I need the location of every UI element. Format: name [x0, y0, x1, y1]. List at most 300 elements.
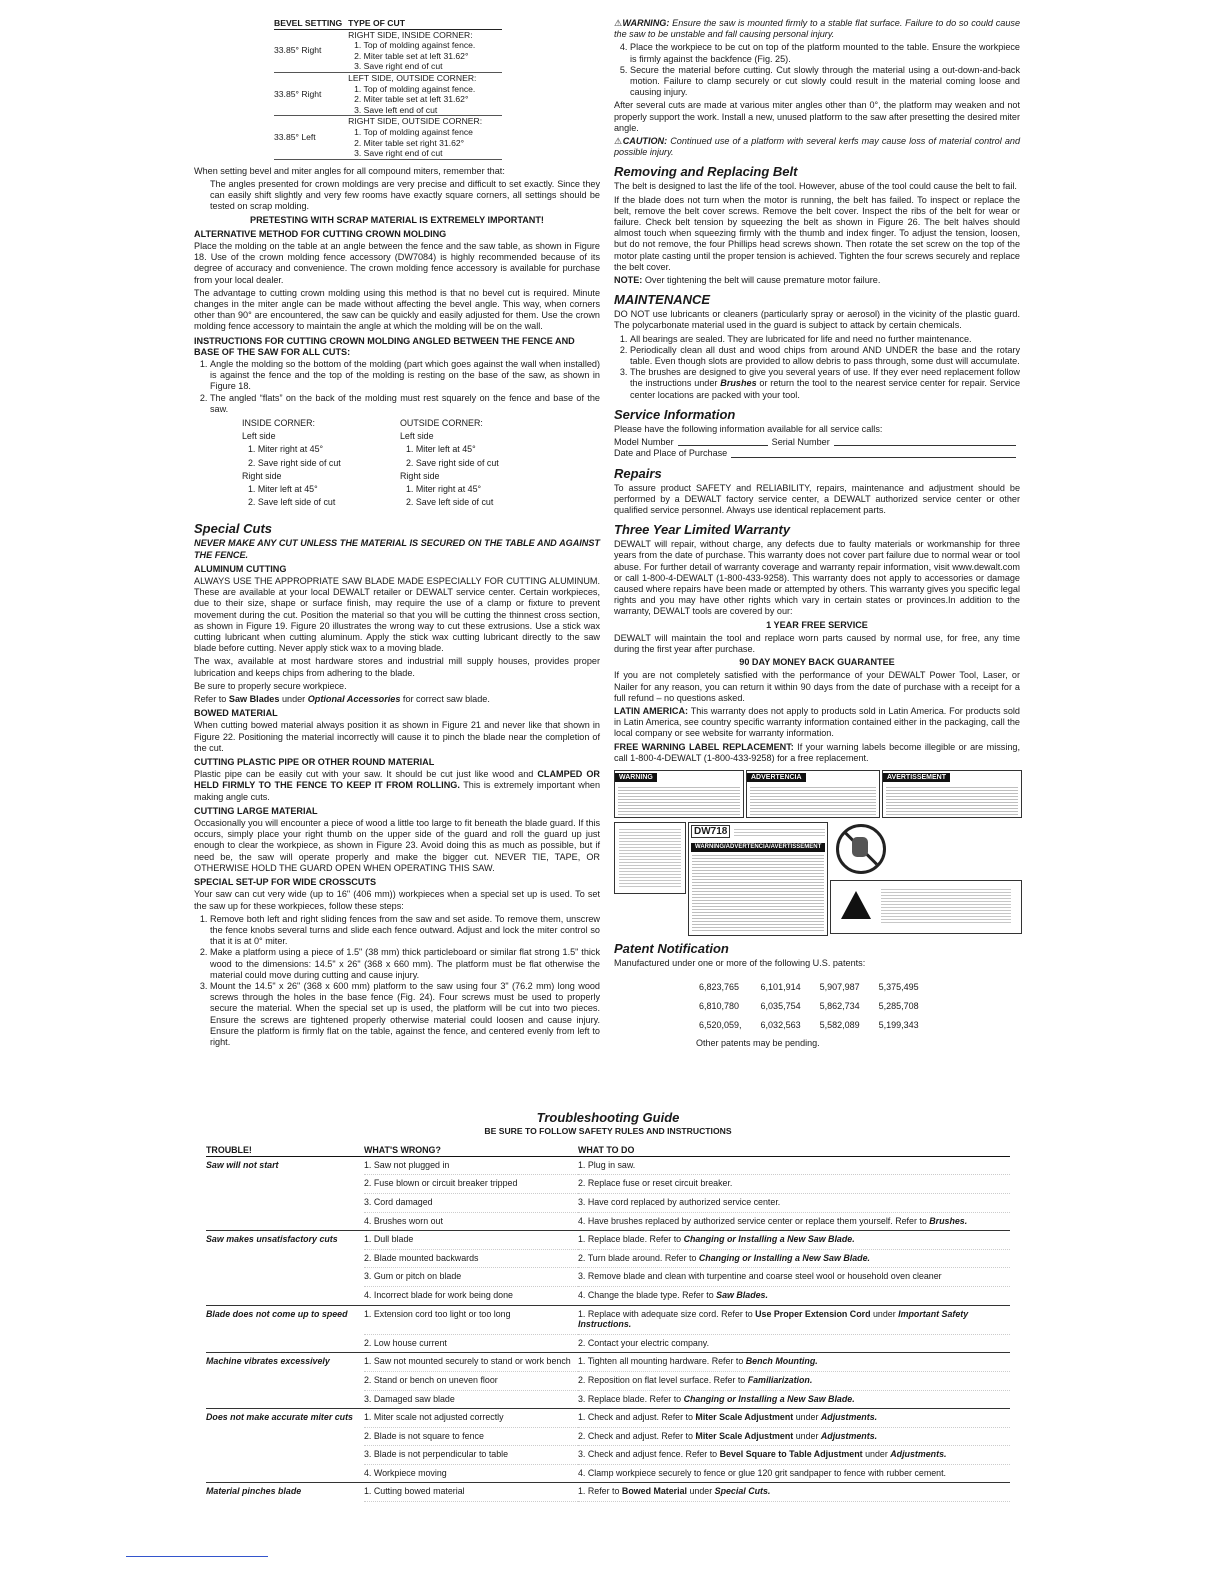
patent-number: 6,810,780: [699, 1001, 740, 1012]
pipe-heading: CUTTING PLASTIC PIPE OR OTHER ROUND MATERIAL: [194, 757, 435, 768]
todo-ref: [890, 1449, 946, 1459]
todo-bold-ref: Miter Scale Adjustment: [695, 1430, 794, 1441]
text-run: Refer to: [194, 694, 229, 705]
bevel-setting-header: BEVEL SETTING: [274, 18, 348, 29]
what-to-do-cell: [578, 1483, 1010, 1502]
aluminum-para-4: [194, 694, 600, 705]
trouble-cell: [206, 1483, 364, 1502]
text-run: If your warning labels become illegible or are missing, call 1-800-4-DEWALT (1-800-433-9258) for a free replacement.: [614, 741, 1020, 763]
todo-text: 3. Have cord replaced by authorized service center.: [578, 1196, 781, 1207]
belt-heading: Removing and Replacing Belt: [614, 164, 798, 180]
whats-wrong-cell: 1. Extension cord too light or too long: [364, 1305, 578, 1334]
advertencia-tag: ADVERTENCIA: [747, 773, 806, 782]
warning-triangle-icon: ⚠: [614, 18, 623, 28]
maintenance-steps: [614, 334, 1020, 401]
text-run: for correct saw blade.: [400, 694, 490, 705]
instructions-heading: INSTRUCTIONS FOR CUTTING CROWN MOLDING ANGLED BETWEEN THE FENCE AND BASE OF THE SAW FOR ALL CUTS:: [194, 335, 575, 357]
troubleshooting-subtitle: BE SURE TO FOLLOW SAFETY RULES AND INSTRUCTIONS: [484, 1126, 732, 1136]
todo-ref-text: Brushes.: [929, 1215, 968, 1226]
corner-line: 1. Miter right at 45°: [248, 444, 324, 455]
todo-ref-text: Bench Mounting.: [745, 1356, 818, 1367]
caution-text: Continued use of a platform with several kerfs may cause loss of material control and possible injury.: [614, 136, 1020, 158]
table-row: [206, 1371, 1010, 1390]
what-to-do-header: WHAT TO DO: [578, 1145, 1010, 1156]
maintenance-para: DO NOT use lubricants or cleaners (particularly spray or aerosol) in the vicinity of the plastic guard. The polycarbonate material used in the guard is subject to attack by certain chemicals.: [614, 309, 1020, 331]
alt-method-para-2: The advantage to cutting crown molding using this method is that no bevel cut is required. Minute changes in the miter angle can be made without affecting the bevel angle. This way, when corners other than 90° are encountered, the saw can be quickly and easily adjusted for them. Use the crown molding fence accessory to maintain the angle at which the molding will be on the wall.: [194, 287, 600, 332]
todo-text: 3. Replace blade. Refer to: [578, 1393, 684, 1404]
warning-tag: WARNING: [615, 773, 657, 782]
belt-para-1: The belt is designed to last the life of the tool. However, abuse of the tool could cause the belt to fail.: [614, 181, 1017, 192]
serial-number-label: Serial Number: [771, 437, 830, 448]
caution-note: [614, 136, 1020, 158]
service-para: Please have the following information available for all service calls:: [614, 423, 883, 434]
corner-line: 1. Miter left at 45°: [406, 444, 476, 455]
troubleshooting-body: [206, 1156, 1010, 1501]
wide-crosscuts-steps: [194, 914, 600, 1048]
list-item: 1. Remove both left and right sliding fences from the saw and set aside. To remove them, unscrew the fence knobs several turns and slide each fence outward. Adjust and lock the miter control so that it is at 0° miter.: [210, 914, 600, 948]
warning-label-fr: [882, 770, 1022, 818]
cut-title: LEFT SIDE, OUTSIDE CORNER:: [348, 72, 477, 83]
patent-row: [698, 998, 935, 1015]
trouble-cell: [206, 1353, 364, 1372]
fine-print-block: [618, 785, 740, 815]
type-of-cut-header: TYPE OF CUT: [348, 18, 502, 29]
model-header: [689, 823, 827, 840]
table-row: [206, 1427, 1010, 1446]
trouble-header: TROUBLE!: [206, 1145, 364, 1156]
todo-text: 1. Replace blade. Refer to: [578, 1234, 684, 1245]
todo-text: 3. Remove blade and clean with turpentine and coarse steel wool or household oven cleaner: [578, 1271, 942, 1282]
trouble-name: Machine vibrates excessively: [206, 1356, 330, 1367]
platform-steps: [614, 42, 1020, 98]
list-item: 1. Angle the molding so the bottom of the molding (part which goes against the wall when installed) is against the fence and the top of the molding is resting on the base of the saw, as shown in Figure 18.: [210, 359, 600, 393]
list-item: 4. Place the workpiece to be cut on top of the platform mounted to the table. Ensure the workpiece is firmly against the backfence (Fig. 25).: [630, 42, 1020, 64]
cut-step: 2. Miter table set at left 31.62°: [354, 50, 469, 61]
angles-note: The angles presented for crown moldings are very precise and difficult to set exactly. Since they can easily shift slightly and very few rooms have exactly square corners, all settings should be tested on scrap molding.: [210, 178, 600, 212]
trouble-cell: [206, 1175, 364, 1194]
what-to-do-cell: [578, 1390, 1010, 1409]
bracket-label: [614, 822, 686, 894]
todo-text: 4. Have brushes replaced by authorized service center or replace them yourself. Refer to: [578, 1215, 930, 1226]
what-to-do-cell: [578, 1371, 1010, 1390]
warning-label-es: [746, 770, 880, 818]
aluminum-para-3: Be sure to properly secure workpiece.: [194, 680, 347, 691]
patent-para: Manufactured under one or more of the following U.S. patents:: [614, 957, 866, 968]
whats-wrong-cell: 3. Cord damaged: [364, 1193, 578, 1212]
todo-bold-ref: Miter Scale Adjustment: [695, 1412, 794, 1423]
model-serial-line: [614, 437, 1020, 448]
bevel-row: [274, 72, 502, 115]
todo-ref: [748, 1375, 813, 1385]
no-hands-icon: [836, 824, 886, 874]
cut-step: 1. Top of molding against fence.: [354, 83, 476, 94]
todo-ref: [684, 1234, 855, 1244]
warning-label: WARNING:: [622, 18, 670, 28]
list-item: 1. All bearings are sealed. They are lubricated for life and need no further maintenance.: [630, 334, 1020, 345]
todo-ref-text: Changing or Installing a New Saw Blade.: [683, 1393, 855, 1404]
special-cuts-heading: Special Cuts: [194, 521, 273, 537]
whats-wrong-cell: 1. Saw not mounted securely to stand or work bench: [364, 1353, 578, 1372]
todo-ref: [715, 1486, 771, 1496]
bevel-row: [274, 116, 502, 159]
trouble-cell: [206, 1268, 364, 1287]
repairs-para: To assure product SAFETY and RELIABILITY, repairs, maintenance and adjustment should be performed by a DEWALT factory service center, a DEWALT authorized service center or other qualified service personnel. Always use identical replacement parts.: [614, 482, 1020, 515]
bevel-table: [274, 18, 502, 160]
patent-number: 6,823,765: [699, 982, 740, 993]
what-to-do-cell: [578, 1427, 1010, 1446]
table-row: [206, 1249, 1010, 1268]
wide-crosscuts-heading: SPECIAL SET-UP FOR WIDE CROSSCUTS: [194, 877, 377, 888]
todo-ref: [821, 1431, 877, 1441]
bevel-table-body: [274, 29, 502, 159]
corner-line: 2. Save right side of cut: [248, 457, 341, 468]
what-to-do-cell: [578, 1193, 1010, 1212]
troubleshooting-title: Troubleshooting Guide: [536, 1110, 680, 1125]
corner-line: 1. Miter right at 45°: [406, 484, 482, 494]
table-row: [206, 1305, 1010, 1334]
clamp-warning: CLAMPED OR HELD FIRMLY TO THE FENCE TO KEEP IT FROM ROLLING.: [194, 769, 600, 791]
whats-wrong-cell: 2. Blade mounted backwards: [364, 1249, 578, 1268]
whats-wrong-cell: 1. Miter scale not adjusted correctly: [364, 1409, 578, 1428]
todo-bold-ref: Use Proper Extension Cord: [755, 1308, 871, 1319]
patent-number: 5,907,987: [819, 982, 860, 993]
todo-text: under: [862, 1449, 891, 1460]
todo-ref: [821, 1412, 877, 1422]
patent-number: 5,285,708: [878, 1001, 919, 1012]
alt-method-heading: ALTERNATIVE METHOD FOR CUTTING CROWN MOLDING: [194, 228, 447, 239]
money-back-heading: 90 DAY MONEY BACK GUARANTEE: [739, 657, 895, 668]
todo-text: 1. Tighten all mounting hardware. Refer to: [578, 1356, 746, 1367]
what-to-do-cell: [578, 1409, 1010, 1428]
todo-text: 2. Replace fuse or reset circuit breaker.: [578, 1178, 733, 1189]
alt-method-para-1: Place the molding on the table at an angle between the fence and the saw table, as shown in Figure 18. Use of the crown molding fence accessory (DW7084) is highly recommended because of its degree of accuracy and convenience. The crown molding fence accessory is available for purchase from your local dealer.: [194, 240, 600, 285]
table-row: [206, 1390, 1010, 1409]
what-to-do-cell: [578, 1446, 1010, 1465]
purchase-line: [614, 448, 1020, 459]
todo-text: 2. Contact your electric company.: [578, 1337, 710, 1348]
what-to-do-cell: [578, 1249, 1010, 1268]
todo-bold-ref: Bevel Square to Table Adjustment: [719, 1449, 863, 1460]
table-row: [206, 1268, 1010, 1287]
note-label: NOTE:: [614, 275, 643, 286]
whats-wrong-cell: 3. Gum or pitch on blade: [364, 1268, 578, 1287]
footer-link-underline: [126, 1556, 268, 1557]
todo-text: 2. Turn blade around. Refer to: [578, 1252, 699, 1263]
label-replacement-para: [614, 742, 1020, 764]
trouble-name: Does not make accurate miter cuts: [206, 1412, 353, 1423]
warning-labels-figure: [614, 770, 1020, 935]
latin-america-label: LATIN AMERICA:: [614, 705, 689, 716]
label-replacement-label: FREE WARNING LABEL REPLACEMENT:: [614, 741, 794, 752]
table-row: [206, 1353, 1010, 1372]
what-to-do-cell: [578, 1286, 1010, 1305]
what-to-do-cell: [578, 1334, 1010, 1353]
cut-title: RIGHT SIDE, INSIDE CORNER:: [348, 29, 473, 40]
whats-wrong-cell: 1. Saw not plugged in: [364, 1156, 578, 1175]
text-run: This warranty does not apply to products sold in Latin America. For products sold in Latin America, see country specific warranty information contained either in the packaging, call the local company or see website for warranty information.: [614, 705, 1020, 739]
inside-corner-block: [242, 417, 400, 509]
fine-print-block: [886, 785, 1018, 815]
free-service-para: DEWALT will maintain the tool and replace worn parts caused by normal use, for free, any time during the first year after purchase.: [614, 632, 1020, 654]
todo-text: 2. Reposition on flat level surface. Refer to: [578, 1374, 748, 1385]
warning-label-en: [614, 770, 744, 818]
special-cuts-warning: NEVER MAKE ANY CUT UNLESS THE MATERIAL IS SECURED ON THE TABLE AND AGAINST THE FENCE.: [194, 538, 600, 560]
todo-ref-text: Special Cuts.: [714, 1486, 771, 1497]
patent-number: 6,520,059,: [699, 1020, 742, 1031]
todo-ref: [716, 1290, 768, 1300]
whats-wrong-cell: 2. Low house current: [364, 1334, 578, 1353]
whats-wrong-cell: 4. Workpiece moving: [364, 1464, 578, 1483]
bevel-setting: 33.85° Right: [274, 72, 348, 115]
belt-note: [614, 275, 1020, 286]
todo-ref: [929, 1216, 967, 1226]
table-row: [206, 1156, 1010, 1175]
free-service-heading: 1 YEAR FREE SERVICE: [766, 619, 868, 630]
model-label: [688, 822, 828, 936]
corner-line: 2. Save left side of cut: [406, 497, 494, 508]
todo-ref: [699, 1253, 870, 1263]
whats-wrong-header: WHAT'S WRONG?: [364, 1145, 578, 1156]
patent-row: [698, 1017, 935, 1034]
cut-step: 1. Top of molding against fence: [354, 126, 473, 137]
fine-print-block: [734, 828, 825, 836]
bowed-heading: BOWED MATERIAL: [194, 708, 278, 719]
serial-number-blank: [834, 437, 1016, 446]
model-number-blank: [678, 437, 768, 446]
trouble-cell: [206, 1193, 364, 1212]
belt-para-2: If the blade does not turn when the motor is running, the belt has failed. To inspect or replace the belt, remove the belt cover screws. Remove the belt cover. Inspect the ribs of the belt for wear or failure. Check belt tension by squeezing the belt as shown in Figure 26. The belt halves should almost touch when squeezing firmly with the thumb and index finger. To adjust the tension, loosen, but do not remove, the four Phillips head screws shown. Then rotate the set screw on the top of the motor plate casting until the proper tension is achieved. Tighten the four screws securely and replace the belt cover.: [614, 194, 1020, 272]
trouble-cell: [206, 1156, 364, 1175]
patents-table: [696, 977, 1020, 1051]
list-item: 2. Make a platform using a piece of 1.5" (38 mm) thick particleboard or similar flat strong 1.5" thick wood to the dimensions: 14.5" x 26" (368 x 660 mm). The platform must be flat otherwise the material could move during cutting and cause injury.: [210, 947, 600, 981]
pretest-warning: PRETESTING WITH SCRAP MATERIAL IS EXTREMELY IMPORTANT!: [250, 214, 544, 225]
what-to-do-cell: [578, 1231, 1010, 1250]
patent-number: 5,375,495: [878, 982, 919, 993]
platform-note: After several cuts are made at various miter angles other than 0°, the platform may weaken and not properly support the work. Install a new, unused platform to the saw after presetting the desired miter angle.: [614, 100, 1020, 133]
trouble-name: Material pinches blade: [206, 1486, 302, 1497]
todo-ref-text: Adjustments.: [820, 1412, 878, 1423]
patent-number: 6,032,563: [760, 1020, 801, 1031]
outside-corner-block: [400, 417, 558, 509]
patent-number: 6,101,914: [760, 982, 801, 993]
whats-wrong-cell: 3. Blade is not perpendicular to table: [364, 1446, 578, 1465]
todo-text: 1. Plug in saw.: [578, 1159, 636, 1170]
corner-line: Right side: [400, 470, 440, 481]
pipe-para: [194, 769, 600, 803]
troubleshooting-guide: [206, 1110, 1010, 1502]
trouble-cell: [206, 1371, 364, 1390]
bevel-setting: 33.85° Right: [274, 29, 348, 72]
patent-row: [698, 979, 935, 996]
todo-ref-text: Adjustments.: [890, 1449, 947, 1460]
whats-wrong-cell: 2. Fuse blown or circuit breaker tripped: [364, 1175, 578, 1194]
table-row: [206, 1446, 1010, 1465]
whats-wrong-cell: 3. Damaged saw blade: [364, 1390, 578, 1409]
fine-print-block: [619, 827, 681, 887]
combined-warning-tag: WARNING/ADVERTENCIA/AVERTISSEMENT: [691, 843, 825, 852]
right-column: [614, 18, 1020, 1051]
text-run: under: [279, 694, 308, 705]
whats-wrong-cell: 2. Stand or bench on uneven floor: [364, 1371, 578, 1390]
note-text: Over tightening the belt will cause premature motor failure.: [642, 275, 881, 286]
wide-crosscuts-para: Your saw can cut very wide (up to 16" (406 mm)) workpieces when a special set up is used. To set the saw up for these workpieces, follow these steps:: [194, 889, 600, 911]
inside-corner-title: INSIDE CORNER:: [242, 417, 315, 428]
trouble-cell: [206, 1286, 364, 1305]
bowed-para: When cutting bowed material always position it as shown in Figure 21 and never like that shown in Figure 22. Positioning the material incorrectly will cause it to pinch the blade near the completion of the cut.: [194, 720, 600, 753]
trouble-name: Saw makes unsatisfactory cuts: [206, 1234, 338, 1245]
todo-ref-text: Changing or Installing a New Saw Blade.: [683, 1234, 855, 1245]
todo-text: 4. Clamp workpiece securely to fence or glue 120 grit sandpaper to fence with rubber cement.: [578, 1467, 947, 1478]
text-run: Plastic pipe can be easily cut with your saw. It should be cut just like wood and: [194, 769, 538, 780]
todo-text: under: [793, 1412, 821, 1423]
fine-print-block: [692, 855, 824, 931]
whats-wrong-cell: 1. Cutting bowed material: [364, 1483, 578, 1502]
todo-text: 1. Replace with adequate size cord. Refer to: [578, 1308, 756, 1319]
avertissement-tag: AVERTISSEMENT: [883, 773, 950, 782]
todo-ref-text: Adjustments.: [820, 1430, 878, 1441]
purchase-blank: [731, 448, 1016, 457]
patents-pending: Other patents may be pending.: [696, 1038, 820, 1049]
cut-type: [348, 116, 502, 159]
table-row: [206, 1175, 1010, 1194]
list-item: 3. Mount the 14.5" x 26" (368 x 600 mm) platform to the saw using four 3" (76.2 mm) long wood screws through the holes in the base fence (Fig. 24). Four screws must be used to properly secure the material. When the special set up is used, the platform will be cut into two pieces. Ensure the screws are tightened properly otherwise material could loosen and cause injury. Ensure the platform is firmly flat on the table, against the fence, and centered evenly from left to right.: [210, 981, 600, 1048]
saw-blades-ref: Saw Blades: [228, 694, 280, 705]
whats-wrong-cell: 4. Incorrect blade for work being done: [364, 1286, 578, 1305]
money-back-para: If you are not completely satisfied with the performance of your DEWALT Power Tool, Laser, or Nailer for any reason, you can return it within 90 days from the date of purchase with a receipt for a full refund – no questions asked.: [614, 670, 1020, 703]
todo-ref: [684, 1394, 855, 1404]
corner-line: 1. Miter left at 45°: [248, 484, 318, 494]
text-run: or return the tool to the nearest service center for repair. Service center locations are packed with your tool.: [630, 378, 1020, 400]
guard-warning-label: [830, 880, 1022, 934]
caution-label: CAUTION:: [622, 136, 668, 147]
optional-accessories-ref: Optional Accessories: [307, 694, 401, 705]
corner-line: Left side: [242, 431, 276, 442]
trouble-name: Blade does not come up to speed: [206, 1308, 348, 1319]
corner-line: Left side: [400, 431, 434, 442]
large-material-para: Occasionally you will encounter a piece of wood a little too large to fit beneath the blade guard. If this occurs, simply place your right thumb on the upper side of the guard and roll the guard up just enough to clear the workpiece, as shown in Figure 23. Avoid doing this as much as possible, but if need be, the saw will operate properly and make the bigger cut. NEVER TIE, TAPE, OR OTHERWISE HOLD THE GUARD OPEN WHEN OPERATING THIS SAW.: [194, 818, 600, 873]
trouble-cell: [206, 1409, 364, 1428]
whats-wrong-cell: 4. Brushes worn out: [364, 1212, 578, 1231]
cut-step: 3. Save right end of cut: [354, 148, 443, 159]
bevel-setting: 33.85° Left: [274, 116, 348, 159]
cut-step: 1. Top of molding against fence.: [354, 40, 476, 51]
trouble-name: Saw will not start: [206, 1159, 279, 1170]
todo-text: under: [793, 1430, 821, 1441]
troubleshooting-table: [206, 1145, 1010, 1502]
todo-text: 2. Check and adjust. Refer to: [578, 1430, 696, 1441]
fine-print-block: [750, 785, 876, 815]
what-to-do-cell: [578, 1464, 1010, 1483]
warranty-para: DEWALT will repair, without charge, any defects due to faulty materials or workmanship for three years from the date of purchase. This warranty does not cover part failure due to normal wear or tool abuse. For further detail of warranty coverage and warranty repair information, visit www.dewalt.com or call 1-800-4-DEWALT (1-800-433-9258). This warranty does not apply to accessories or damage caused where repairs have been made or attempted by others. This warranty gives you specific legal rights and you may have other rights which vary in certain states or provinces.In addition to the warranty, DEWALT tools are covered by our:: [614, 539, 1020, 617]
compound-miter-note: When setting bevel and miter angles for all compound miters, remember that:: [194, 165, 505, 176]
table-row: [206, 1464, 1010, 1483]
aluminum-heading: ALUMINUM CUTTING: [194, 563, 287, 574]
text-run: The brushes are designed to give you several years of use. If they ever need replacement follow the instructions under: [630, 367, 1020, 389]
todo-text: under: [687, 1486, 715, 1497]
model-number: DW718: [691, 825, 730, 838]
what-to-do-cell: [578, 1175, 1010, 1194]
corner-instructions: [242, 417, 600, 509]
fine-print-block: [881, 887, 1011, 923]
trouble-cell: [206, 1390, 364, 1409]
table-row: [206, 1212, 1010, 1231]
table-row: [206, 1231, 1010, 1250]
corner-line: 2. Save left side of cut: [248, 497, 336, 508]
patents-body: [698, 979, 935, 1034]
model-number-label: Model Number: [614, 437, 674, 448]
todo-ref: [746, 1356, 818, 1366]
trouble-cell: [206, 1231, 364, 1250]
trouble-cell: [206, 1212, 364, 1231]
cut-step: 2. Miter table set at left 31.62°: [354, 94, 469, 105]
cut-step: 3. Save right end of cut: [354, 61, 443, 72]
table-row: [206, 1286, 1010, 1305]
todo-ref-text: Saw Blades.: [716, 1289, 768, 1300]
latin-america-para: [614, 706, 1020, 740]
what-to-do-cell: [578, 1305, 1010, 1334]
large-material-heading: CUTTING LARGE MATERIAL: [194, 805, 318, 816]
corner-line: Right side: [242, 470, 282, 481]
text-run: This is extremely important when making angle cuts.: [194, 780, 601, 802]
left-column: [194, 18, 600, 1050]
warranty-heading: Three Year Limited Warranty: [614, 522, 791, 538]
table-row: [206, 1193, 1010, 1212]
todo-text: under: [870, 1308, 899, 1319]
corner-line: 2. Save right side of cut: [406, 457, 499, 468]
cut-title: RIGHT SIDE, OUTSIDE CORNER:: [348, 116, 483, 127]
maintenance-heading: MAINTENANCE: [614, 292, 711, 308]
aluminum-para-2: The wax, available at most hardware stores and industrial mill supply houses, provides proper lubrication and keeps chips from adhering to the blade.: [194, 656, 600, 678]
todo-ref-text: Important Safety Instructions.: [578, 1308, 969, 1330]
patent-number: 5,582,089: [819, 1020, 860, 1031]
whats-wrong-cell: 2. Blade is not square to fence: [364, 1427, 578, 1446]
patent-number: 5,199,343: [878, 1020, 919, 1031]
todo-text: 3. Check and adjust fence. Refer to: [578, 1449, 720, 1460]
hazard-triangle-icon: [841, 891, 871, 919]
list-item: 2. Periodically clean all dust and wood chips from around AND UNDER the base and the rotary table. Even though slots are provided to allow debris to pass through, some dust will accumulate.: [630, 345, 1020, 367]
repairs-heading: Repairs: [614, 465, 662, 481]
service-heading: Service Information: [614, 406, 736, 422]
list-item: [630, 367, 1020, 401]
todo-ref-text: Changing or Installing a New Saw Blade.: [698, 1252, 870, 1263]
list-item: 5. Secure the material before cutting. Cut slowly through the material using a out-down-and-back motion. Failure to clamp securely or cut slowly could result in the material coming loose and causing injury.: [630, 65, 1020, 99]
whats-wrong-cell: 1. Dull blade: [364, 1231, 578, 1250]
brushes-ref: Brushes: [720, 378, 757, 389]
trouble-cell: [206, 1334, 364, 1353]
purchase-label: Date and Place of Purchase: [614, 448, 728, 459]
trouble-cell: [206, 1249, 364, 1268]
table-row: [206, 1334, 1010, 1353]
cut-type: [348, 72, 502, 115]
todo-text: 1. Check and adjust. Refer to: [578, 1412, 696, 1423]
what-to-do-cell: [578, 1212, 1010, 1231]
what-to-do-cell: [578, 1156, 1010, 1175]
bevel-row: [274, 29, 502, 72]
todo-ref-text: Familiarization.: [747, 1374, 813, 1385]
what-to-do-cell: [578, 1268, 1010, 1287]
todo-text: 1. Refer to: [578, 1486, 622, 1497]
todo-text: 4. Change the blade type. Refer to: [578, 1289, 717, 1300]
trouble-cell: [206, 1446, 364, 1465]
trouble-cell: [206, 1427, 364, 1446]
patent-number: 5,862,734: [819, 1001, 860, 1012]
list-item: 2. The angled “flats” on the back of the molding must rest squarely on the fence and base of the saw.: [210, 393, 600, 415]
cut-step: 3. Save left end of cut: [354, 104, 438, 115]
aluminum-para-1: ALWAYS USE THE APPROPRIATE SAW BLADE MADE ESPECIALLY FOR CUTTING ALUMINUM. These are available at your local DEWALT retailer or DEWALT service center. Certain workpieces, due to their size, shape or surface finish, may require the use of a clamp or fixture to prevent movement during the cut. Position the material so that you will be cutting the thinnest cross section, as shown in Figure 19. Figure 20 illustrates the wrong way to cut these extrusions. Use a stick wax cutting lubricant when cutting aluminum. Apply the stick wax cutting lubricant directly to the saw blade before cutting. Never apply stick wax to a moving blade.: [194, 576, 600, 654]
patent-number: 6,035,754: [760, 1001, 801, 1012]
outside-corner-title: OUTSIDE CORNER:: [400, 417, 483, 428]
cut-step: 2. Miter table set right 31.62°: [354, 137, 465, 148]
